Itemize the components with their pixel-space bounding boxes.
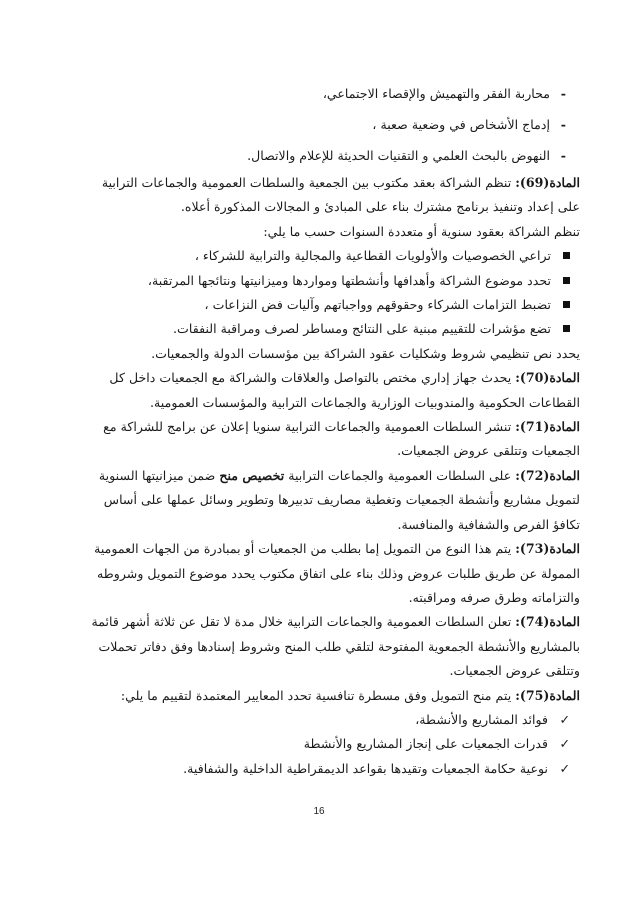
article-72-text: ضمن ميزانيتها السنوية: [98, 467, 216, 483]
check-item-text: نوعية حكامة الجمعيات وتقيدها بقواعد الديمقراطية الداخلية والشفافية.: [183, 760, 548, 776]
article-74-line: بالمشاريع والأنشطة الجمعوية المفتوحة لتلقي طلب المنح وشروط إسنادها وفق دفاتر تحملات: [98, 638, 580, 654]
intro-item-text: إدماج الأشخاص في وضعية صعبة ،: [372, 117, 550, 132]
bullet-text: تحدد موضوع الشراكة وأهدافها وأنشطتها ومواردها وميزانيتها ونتائجها المرتقبة،: [147, 272, 551, 288]
article-71-line: الجمعيات وتتلقى عروض الجمعيات.: [397, 443, 580, 459]
article-69-text: تنظم الشراكة بعقد مكتوب بين الجمعية والسلطات العمومية والجماعات الترابية: [101, 175, 512, 190]
article-70-text: يحدث جهاز إداري مختص بالتواصل والعلاقات والشراكة مع الجمعيات داخل كل: [109, 370, 512, 386]
article-72-emphasis: تخصيص منح: [219, 467, 285, 483]
article-75-check-item: [70, 757, 580, 781]
article-73-line: الممولة عن طريق طلبات عروض وذلك بناء على اتفاق مكتوب يحدد موضوع التمويل وشروطه: [96, 565, 580, 581]
intro-list-item: [70, 140, 580, 171]
dash-marker: -: [560, 148, 566, 163]
article-75-line: [70, 684, 580, 708]
article-69-bullet: [70, 293, 580, 317]
dash-marker: -: [560, 117, 566, 132]
checkmark-icon: ✓: [559, 711, 570, 727]
article-69-line: على إعداد وتنفيذ برنامج مشترك بناء على المبادئ و المجالات المذكورة أعلاه.: [180, 199, 580, 215]
article-74-label: المادة(74):: [515, 614, 580, 630]
article-73-line: [70, 537, 580, 561]
article-73-label: المادة(73):: [515, 541, 580, 557]
bullet-text: تضع مؤشرات للتقييم مبنية على النتائج ومساطر لصرف ومراقبة النفقات.: [173, 321, 551, 337]
article-73-line: والتزاماته وطرق صرفه ومراقبته.: [408, 589, 580, 605]
article-72-line: لتمويل مشاريع وأنشطة الجمعيات وتغطية مصاريف تدبيرها وتطوير وسائل عملها على أساس: [103, 492, 580, 508]
intro-item-text: النهوض بالبحث العلمي و التقنيات الحديثة للإعلام والاتصال.: [247, 148, 550, 163]
article-71-line: [70, 415, 580, 439]
dash-marker: -: [560, 86, 566, 101]
article-74-line: وتتلقى عروض الجمعيات.: [449, 663, 580, 679]
checkmark-icon: ✓: [559, 736, 570, 752]
check-item-text: فوائد المشاريع والأنشطة،: [415, 711, 548, 727]
intro-list-item: [70, 109, 580, 140]
article-72-text: على السلطات العمومية والجماعات الترابية: [288, 467, 512, 483]
article-69-bullet: [70, 269, 580, 293]
article-74-line: [70, 610, 580, 634]
checkmark-icon: ✓: [559, 760, 570, 776]
article-69-label: المادة(69):: [515, 175, 580, 190]
article-75-check-item: [70, 732, 580, 756]
article-70-label: المادة(70):: [515, 370, 580, 386]
article-72-line: [70, 464, 580, 488]
bullet-text: تراعي الخصوصيات والأولويات القطاعية والمجالية والترابية للشركاء ،: [194, 248, 551, 264]
article-69-intro: تنظم الشراكة بعقود سنوية أو متعددة السنوات حسب ما يلي:: [263, 223, 580, 239]
page-body: [70, 78, 580, 781]
article-69-bullet: [70, 317, 580, 341]
check-item-text: قدرات الجمعيات على إنجاز المشاريع والأنشطة: [303, 736, 548, 752]
page-number: 16: [313, 806, 325, 817]
article-74-text: تعلن السلطات العمومية والجماعات الترابية خلال مدة لا تقل عن ثلاثة أشهر قائمة: [91, 614, 512, 630]
intro-list-item: [70, 78, 580, 109]
article-69-bullet: [70, 244, 580, 268]
intro-item-text: محاربة الفقر والتهميش والإقصاء الاجتماعي،: [322, 86, 550, 101]
article-70-line: [70, 366, 580, 390]
article-75-text: يتم منح التمويل وفق مسطرة تنافسية تحدد المعايير المعتمدة لتقييم ما يلي:: [120, 687, 512, 703]
article-73-text: يتم هذا النوع من التمويل إما بطلب من الجمعيات أو بمبادرة من الجهات العمومية: [94, 541, 512, 557]
article-75-check-item: [70, 708, 580, 732]
square-bullet-icon: [563, 325, 570, 332]
article-72-label: المادة(72):: [515, 467, 580, 483]
article-72-line: تكافؤ الفرص والشفافية والمنافسة.: [397, 516, 580, 532]
article-71-text: تنشر السلطات العمومية والجماعات الترابية سنويا إعلان عن برامج للشراكة مع: [103, 419, 512, 435]
article-69-closing: يحدد نص تنظيمي شروط وشكليات عقود الشراكة بين مؤسسات الدولة والجمعيات.: [151, 345, 580, 361]
article-71-label: المادة(71):: [515, 419, 580, 435]
article-69-line: [70, 171, 580, 195]
bullet-text: تضبط التزامات الشركاء وحقوقهم وواجباتهم وآليات فض النزاعات ،: [204, 297, 551, 313]
article-70-line: القطاعات الحكومية والمندوبيات الوزارية والجماعات الترابية والمؤسسات العمومية.: [150, 394, 580, 410]
square-bullet-icon: [563, 252, 570, 259]
square-bullet-icon: [563, 277, 570, 284]
article-75-label: المادة(75):: [515, 687, 580, 703]
square-bullet-icon: [563, 301, 570, 308]
